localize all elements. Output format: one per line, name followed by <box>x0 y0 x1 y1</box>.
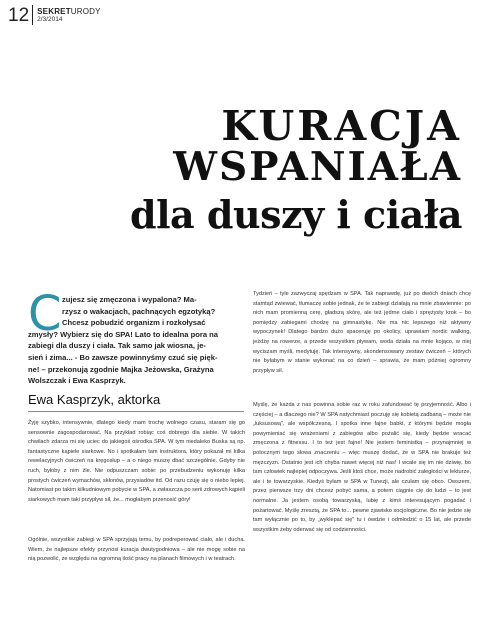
left-column-paragraph-1: Żyję szybko, intensywnie, dlatego kiedy mam trochę wolnego czasu, staram się go sensownie zagospodarować. Na przykład robiąc coś dobrego dla siebie. W takich chwilach zdarza mi się uciec do jakiegoś ośrodka SPA. W tym niedaleko Buska są np. fantastyczne kąpiele siarkowe. No i spotkałam tam instruktora, który pokazał mi kilka rewelacyjnych ćwiczeń na kręgosłup – a o niego muszę dbać szczególnie. Gdyby nie ruch, byłoby z nim źle. Nie odpuszczam sobie: po przebudzeniu wykonuję kilka prostych ćwiczeń wymachów, skłonów, przysiadów itd. Od razu czuję się o niebo lepiej. Natomiast po takim kilkudniowym pobycie w SPA, a zwłaszcza po serii zdrowych kąpieli siarkowych mam taki przypływ sił, że... mogłabym przenosić góry! <box>28 420 245 503</box>
left-column-paragraph-2: Ogólnie, wszystkie zabiegi w SPA sprzyjają temu, by podreperować ciało, ale i ducha. Wiem, że najlepsze efekty przynosi kuracja dwutygodniowa – ale nie mogę sobie na nią pozwolić, ze względu na ogromną ilość pracy na planach filmowych i w teatrach. <box>28 537 245 563</box>
drop-cap: C <box>28 286 62 342</box>
lead-line: zujesz się zmęczona i wypalona? Ma- <box>62 295 197 304</box>
title-line-3: dla duszy i ciała <box>130 192 462 237</box>
lead-line: Wolszczak i Ewa Kasprzyk. <box>28 376 126 386</box>
lead-line: zmysły? Wybierz się do SPA! Lato to idealna pora na <box>28 329 219 339</box>
header-divider <box>32 5 33 25</box>
lead-paragraph <box>28 294 245 387</box>
magazine-name-main: SEKRET <box>37 6 71 16</box>
section-subheading: Ewa Kasprzyk, aktorka <box>28 392 161 407</box>
right-column-paragraph-1: Tydzień – tyle zazwyczaj spędzam w SPA. Tak naprawdę, już po dwóch dniach chcę stamtąd zwiewać, tłumaczę sobie jednak, że te zabiegi działają na mnie zbawiennie: po nich mam promienną cerę, gładszą skórę, ale też jędrne ciało i sprężysty krok – bo pomiędzy zabiegami chodzę na gimnastykę. Nie ma nic lepszego niż aktywny wypoczynek! Dlatego bardzo dużo spaceruję po okolicy, uprawiam nordic walking, jeżdżę na rowerze, a przede wszystkim pływam, woda działa na mnie kojąco, w niej wyciszam myśli, medytuję. Tak intensywny, skondensowany zestaw ćwiczeń – których nie byłabym w stanie wykonać na co dzień – sprawia, że mam później ogromny przypływ sił. <box>253 291 471 374</box>
lead-line: zabiegi dla duszy i ciała. Tak samo jak wiosna, je- <box>28 341 206 351</box>
page-header <box>8 4 101 26</box>
magazine-name <box>37 7 101 16</box>
right-column-paragraph-2: Myślę, że każda z nas powinna sobie raz w roku zafundować tę przyjemność. Albo i częściej – a dlaczego nie? W SPA natychmiast poczuję się kobietą zadbaną – może nie „luksusową", ale współczesną. I spotka inne fajne babki, z którymi będzie mogła powymieniać się wrażeniami z zabiegów albo pożalić się, kiedy będzie wracać zmęczona z fitnessu. I to też jest fajne! Nie jestem feministką – przynajmniej w potocznym tego słowa znaczeniu – więc muszę dodać, że w SPA nie brakuje też mężczyzn. Ostatnio jest ich chyba nawet więcej niż nas! I wcale się im nie dziwię, bo tam człowiek najlepiej odpoczywa. Jeśli ktoś chce, może nadrobić zaległości w lekturze, ale i te towarzyskie. Kiedyś byłam w SPA w Tunezji, ale czułam się obco. Owszem, przez pierwsze trzy dni chcesz pobyć sama, a potem ciągnie cię do ludzi – to jest normalne. Ja jestem osobą towarzyską, lubię z kimś interesującym pogadać i pożartować. Myślę zresztą, że SPA to... pewne zjawisko socjologiczne. Bo nie jedzie się tam wyłącznie po to, by „wyklepać się" tu i ówdzie i odmłodzić o 15 lat, ale przede wszystkim żeby oderwać się od codzienności. <box>253 402 471 533</box>
page-number: 12 <box>8 4 30 26</box>
subheading-rule <box>28 411 244 412</box>
title-line-1: KURACJA <box>221 102 462 150</box>
lead-line: Chcesz pobudzić organizm i rozkołysać <box>62 318 206 328</box>
lead-line: sień i zima... - Bo zawsze powinnyśmy czuć się pięk- <box>28 352 218 362</box>
title-line-2: WSPANIAŁA <box>173 144 462 190</box>
lead-line: rzysz o wakacjach, pachnących egzotyką? <box>62 306 216 316</box>
magazine-name-sub: URODY <box>70 6 101 16</box>
issue-number: 2/3/2014 <box>37 15 63 23</box>
lead-line: ne! – przekonują zgodnie Majka Jeżowska, Grażyna <box>28 364 214 374</box>
magazine-masthead <box>37 7 101 24</box>
